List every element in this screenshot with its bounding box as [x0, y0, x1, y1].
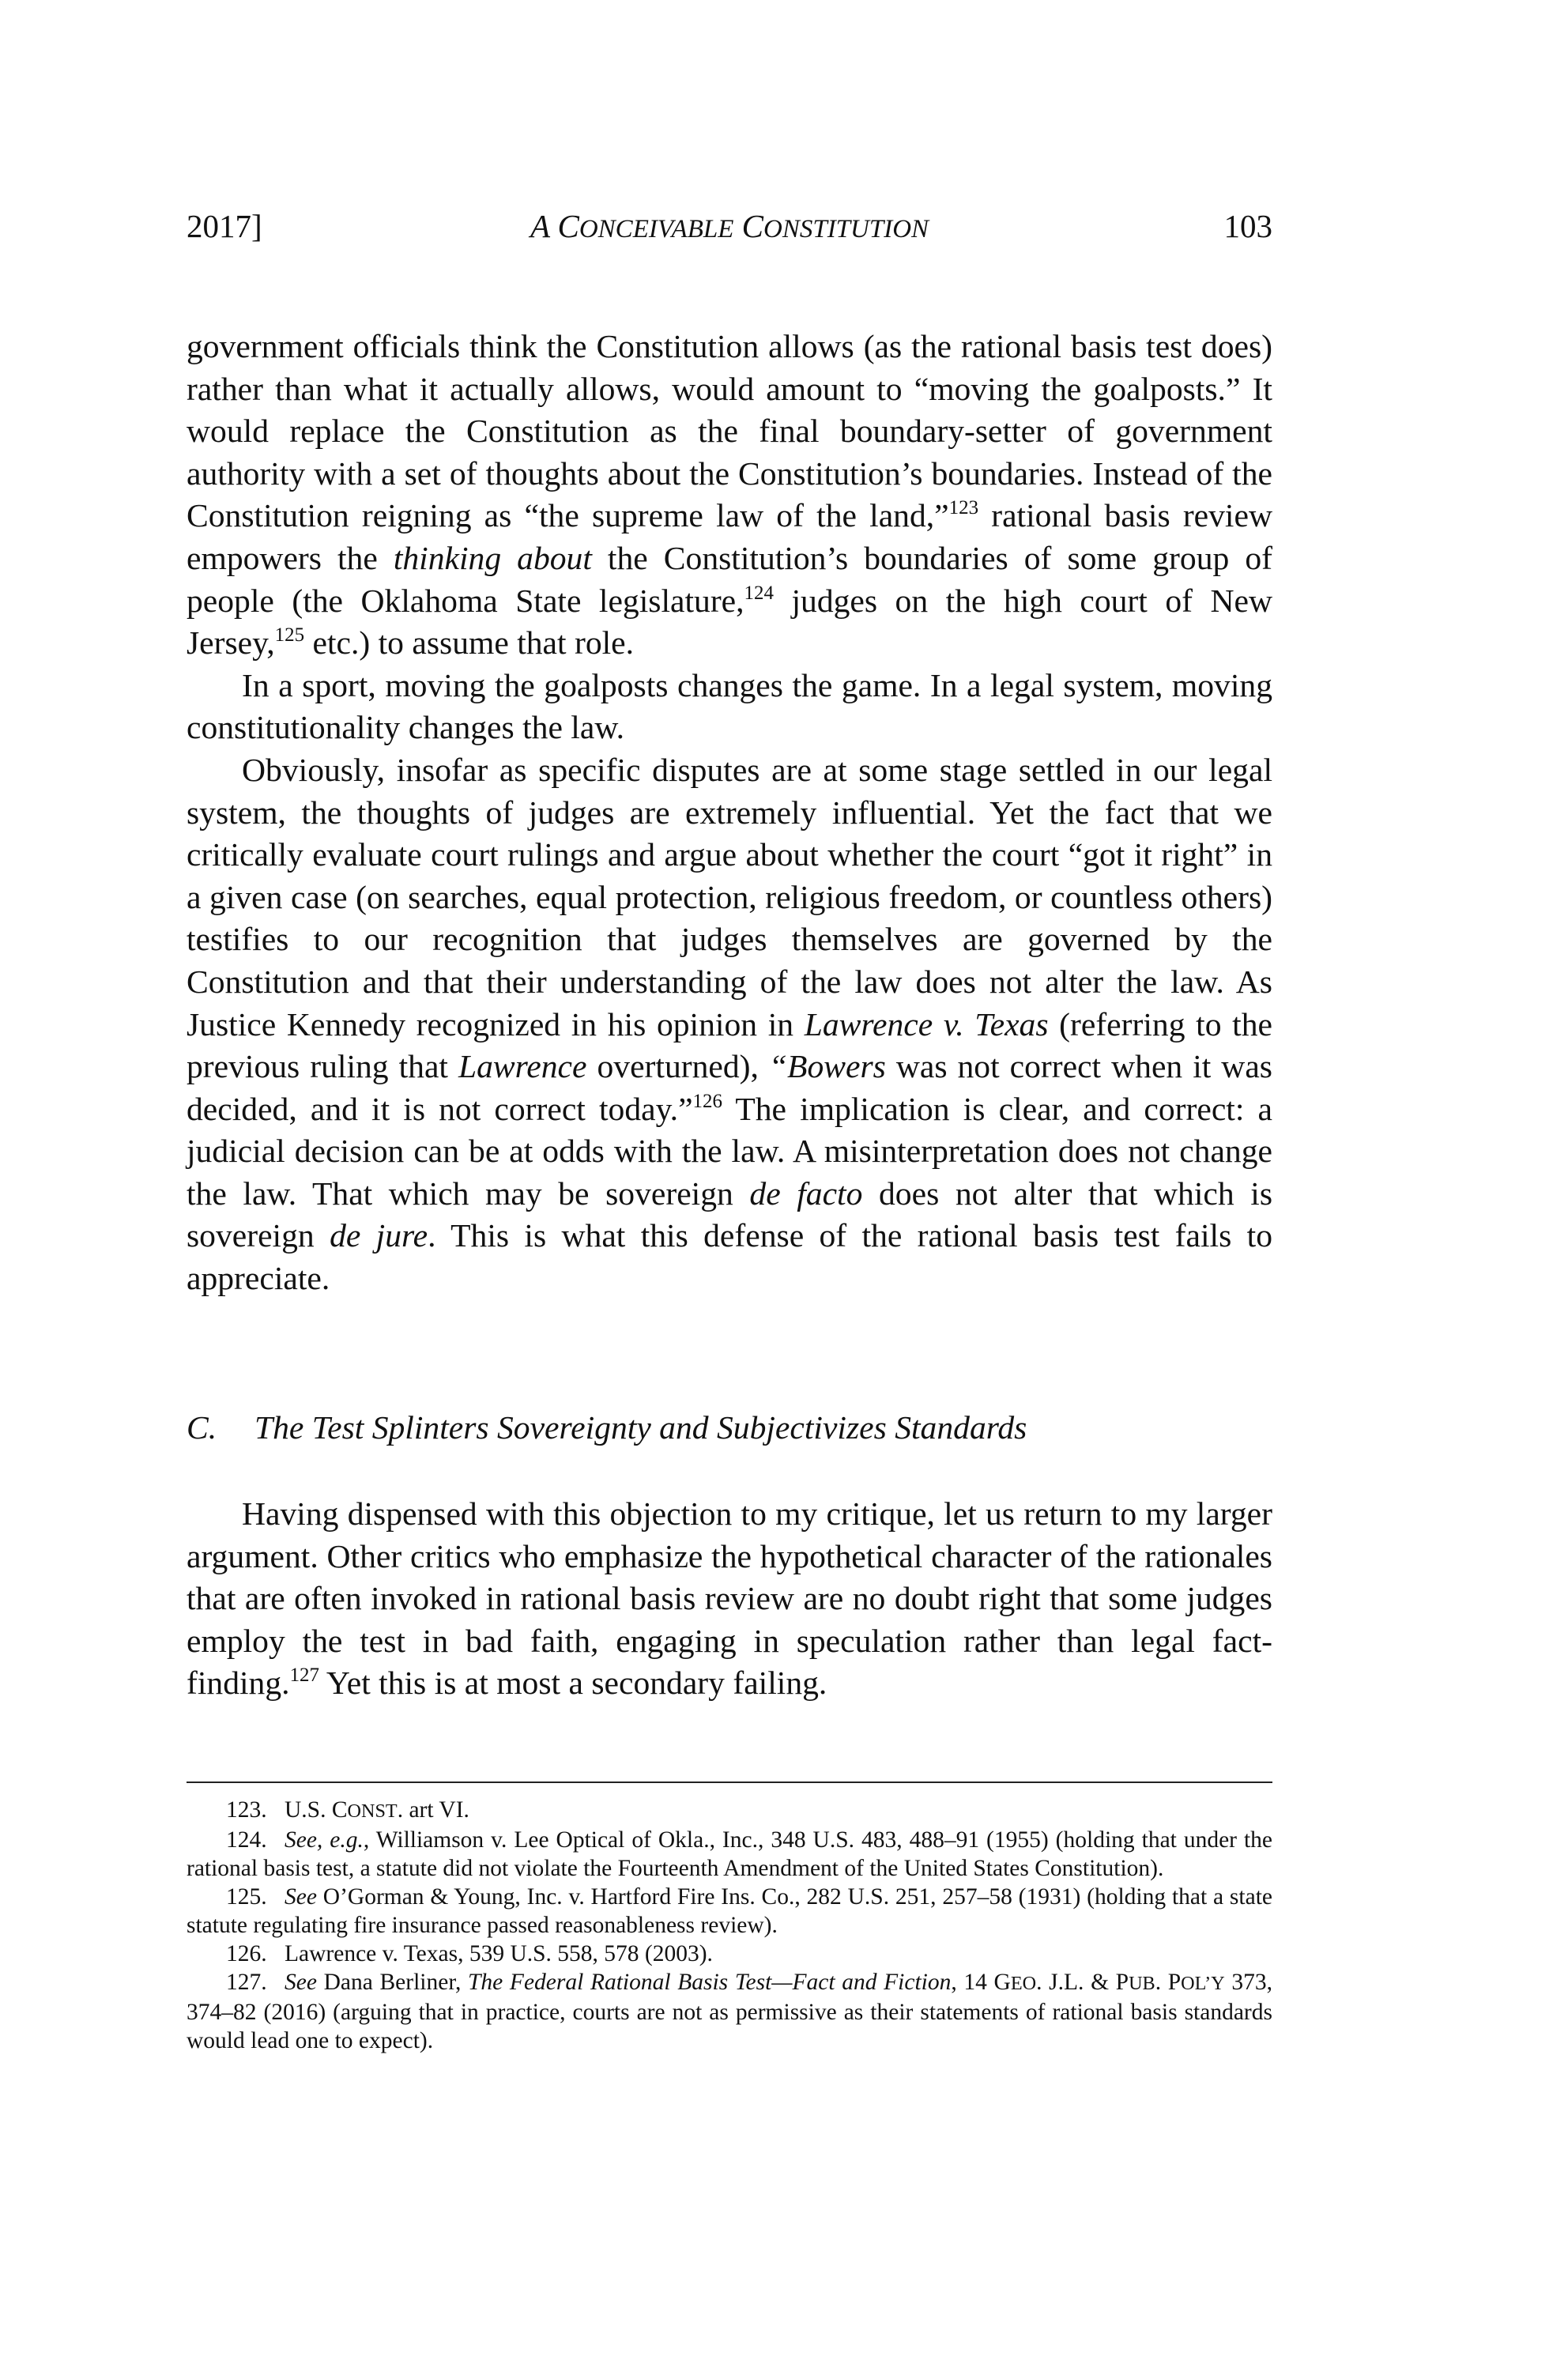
paragraph-having-dispensed: Having dispensed with this objection to my critique, let us return to my larger argument. Other critics who emphasize the hypothetical character of the rationales that are often invoked in rational basis review are no doubt right that some judges employ the test in bad faith, engaging in speculation rather than legal fact-finding.$^{127}$ Yet this is at most a secondary failing.: [187, 1495, 1272, 1702]
page-number: 103: [1223, 208, 1272, 244]
footnote-124: 124. See, e.g., Williamson v. Lee Optical of Okla., Inc., 348 U.S. 483, 488–91 (1955) (holding that under the rational basis test, a statute did not violate the Fourteenth Amendment of the United States Constitution).: [187, 1827, 1273, 1881]
footnote-ref-124[interactable]: 124: [744, 582, 774, 604]
paragraph-continuation: government officials think the Constitution allows (as the rational basis test does) rather than what it actually allows, would amount to “moving the goalposts.” It would replace the Constitution as the final boundary-setter of government authority with a set of thoughts about the Constitution’s boundaries. Instead of the Constitution reigning as “the supreme law of the land,”$^{123}$ rational basis review empowers the thinking about the Constitution’s boundaries of some group of people (the Oklahoma State legislature,$^{124}$ judges on the high court of New Jersey,$^{125}$ etc.) to assume that role.: [187, 328, 1272, 662]
section-letter: C.: [187, 1409, 217, 1446]
section-text: [187, 1493, 1272, 1705]
paragraph-goalposts: In a sport, moving the goalposts changes the game. In a legal system, moving constitutionality changes the law.: [187, 666, 1272, 746]
footnote-126: 126. Lawrence v. Texas, 539 U.S. 558, 578 (2003).: [226, 1941, 713, 1966]
volume-year: 2017]: [187, 208, 262, 244]
footnote-123: 123. U.S. CONST. art VI.: [226, 1797, 469, 1823]
footnote-ref-123[interactable]: 123: [948, 497, 979, 519]
footnote-ref-125[interactable]: 125: [274, 624, 305, 646]
footnote-127: 127. See Dana Berliner, The Federal Rational Basis Test—Fact and Fiction, 14 GEO. J.L. & PUB. POL’Y 373, 374–82 (2016) (arguing that in practice, courts are not as permissive as their statements of rational basis standards would lead one to expect).: [187, 1970, 1272, 2053]
running-header: [187, 207, 1272, 254]
section-heading: [187, 1407, 1272, 1450]
footnote-ref-127[interactable]: 127: [289, 1665, 319, 1687]
main-text: [187, 326, 1272, 1300]
section-title: The Test Splinters Sovereignty and Subjectivizes Standards: [254, 1409, 1027, 1446]
running-title: A CONCEIVABLE CONSTITUTION: [530, 208, 929, 244]
footnote-divider: [187, 1781, 1272, 1783]
footnote-125: 125. See O’Gorman & Young, Inc. v. Hartford Fire Ins. Co., 282 U.S. 251, 257–58 (1931) (holding that a state statute regulating fire insurance passed reasonableness review).: [187, 1884, 1272, 1938]
footnotes: [187, 1796, 1272, 2055]
paragraph-obviously: Obviously, insofar as specific disputes are at some stage settled in our legal system, the thoughts of judges are extremely influential. Yet the fact that we critically evaluate court rulings and argue about whether the court “got it right” in a given case (on searches, equal protection, religious freedom, or countless others) testifies to our recognition that judges themselves are governed by the Constitution and that their understanding of the law does not alter the law. As Justice Kennedy recognized in his opinion in Lawrence v. Texas (referring to the previous ruling that Lawrence overturned), “Bowers was not correct when it was decided, and it is not correct today.”$^{126}$ The implication is clear, and correct: a judicial decision can be at odds with the law. A misinterpretation does not change the law. That which may be sovereign de facto does not alter that which is sovereign de jure. This is what this defense of the rational basis test fails to appreciate.: [187, 751, 1273, 1297]
footnote-ref-126[interactable]: 126: [692, 1090, 722, 1112]
